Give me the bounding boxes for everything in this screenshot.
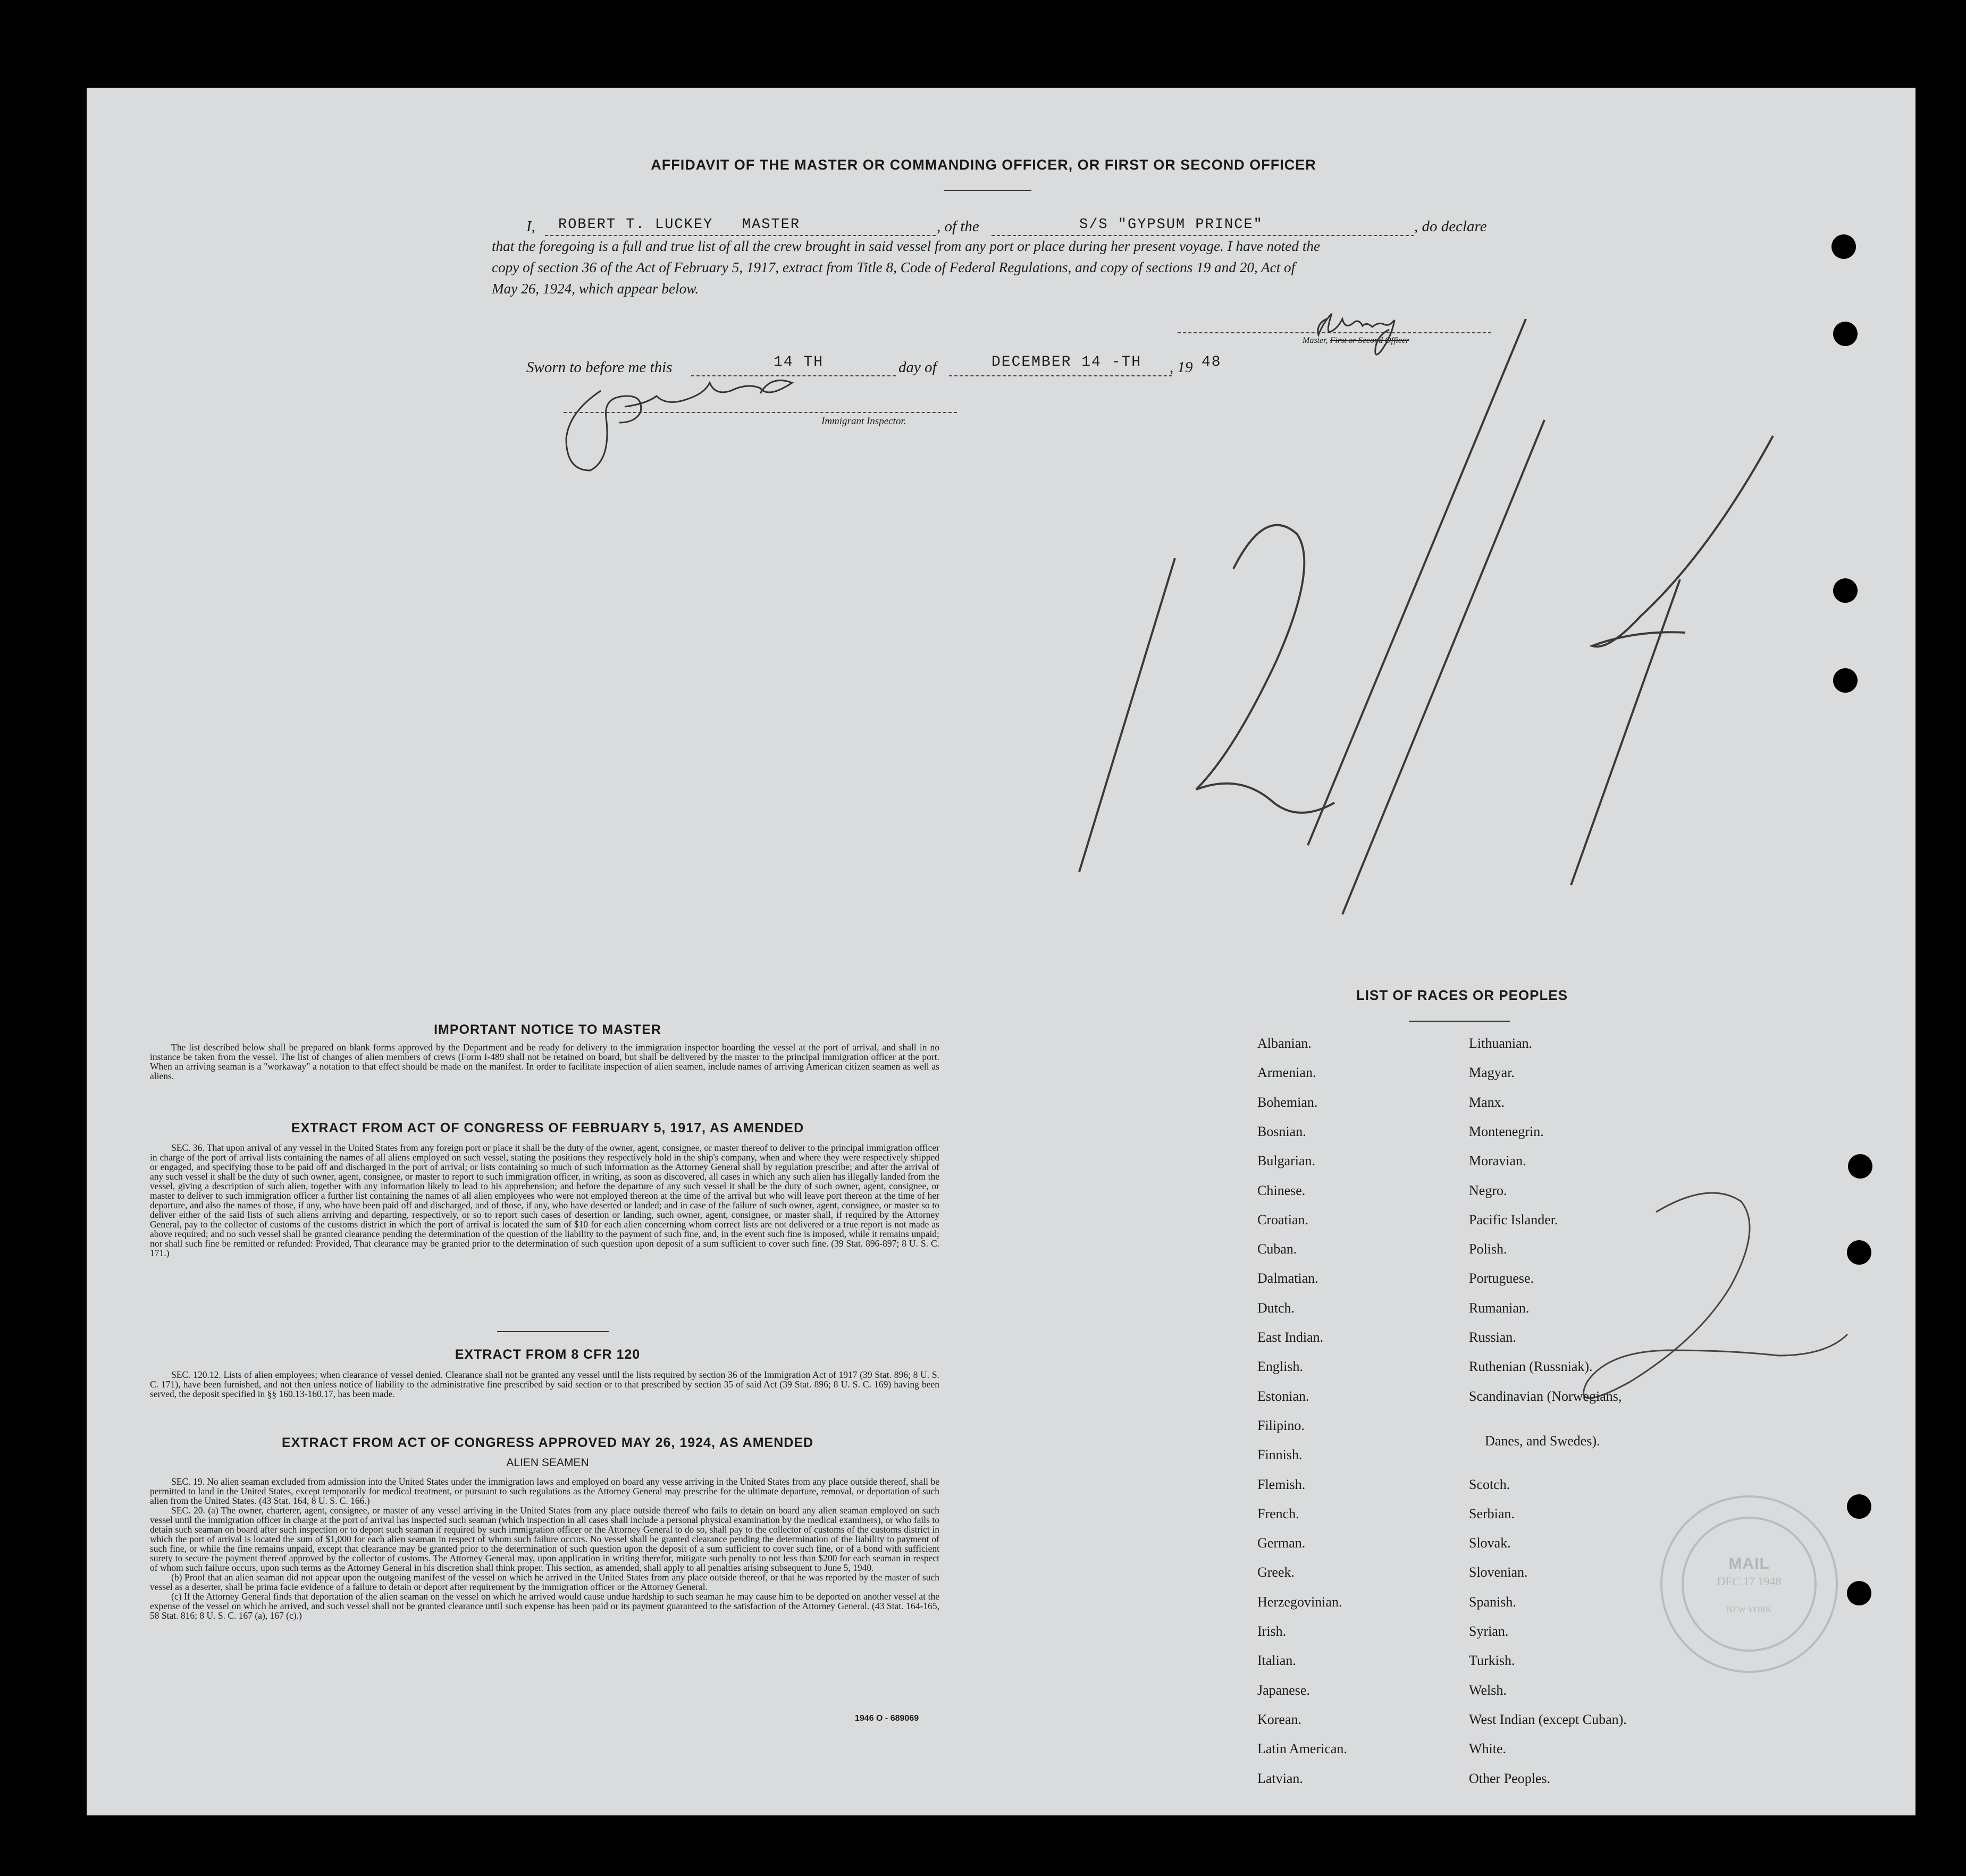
race-item: Scandinavian (Norwegians, (1469, 1388, 1622, 1404)
notice-title: IMPORTANT NOTICE TO MASTER (434, 1022, 661, 1037)
sworn-day: 14 TH (774, 354, 824, 371)
race-item: Slovak. (1469, 1535, 1511, 1551)
race-item: English. (1257, 1359, 1303, 1375)
notice-paragraph: The list described below shall be prepared on blank forms approved by the Department and be ready for delivery to the immigration inspector boarding the vessel at the port of arrival, and shall in no instance be taken from the vessel. The list of changes of alien members of crews (Form I-489 shall not be retained on board, but shall be delivered by the master to the principal immigration officer at the port. When an arriving seaman is a "workaway" a notation to that effect should be made on the manifest. In order to facilitate inspection of alien seamen, include names of arriving American citizen seamen as well as aliens. (150, 1042, 939, 1081)
race-item: French. (1257, 1505, 1299, 1521)
race-item: Italian. (1257, 1653, 1296, 1669)
small-pencil-number (1584, 1193, 1847, 1398)
master-caption-text: Master, (1303, 336, 1328, 345)
race-item: Russian. (1469, 1330, 1516, 1345)
extract-cfr-paragraph: SEC. 120.12. Lists of alien employees; when clearance of vessel denied. Clearance shall not be granted any vessel until the lists required by section 36 of the Immigration Act of 1917 (39 Stat. 896; 8 U. S. C. 171), have been furnished, and not then unless notice of liability to the administrative fine prescribed by said section or to that prescribed by section 35 of said Act (39 Stat. 896; 8 U. S. C. 169) having been served, the deposit specified in §§ 160.13-160.17, has been made. (150, 1369, 939, 1399)
extract-1917-title: EXTRACT FROM ACT OF CONGRESS OF FEBRUARY 5, 1917, AS AMENDED (291, 1121, 804, 1135)
race-item: Bulgarian. (1257, 1153, 1316, 1169)
race-item: Rumanian. (1469, 1300, 1530, 1316)
race-item: Irish. (1257, 1623, 1287, 1639)
inspector-caption: Immigrant Inspector. (821, 416, 906, 427)
sworn-label: Sworn to before me this (526, 359, 673, 376)
extract-1917-paragraph: SEC. 36. That upon arrival of any vessel in the United States from any foreign port or place it shall be the duty of the owner, agent, consignee, or master thereof to deliver to the principal immigration officer in charge of the port of arrival lists containing the names of all aliens employed on such vessel, stating the positions they respectively hold in the ship's company, when and where they were respectively shipped or engaged, and specifying those to be paid off and discharged in the port of arrival; or lists containing so much of such information as the Attorney General shall by regulation prescribe; and after the arrival of any such vessel it shall be the duty of such owner, agent, consignee, or master to report to such immigration officer, in writing, as soon as discovered, all cases in which any such alien has illegally landed from the vessel, giving a description of such alien, together with any information likely to lead to his apprehension; and before the departure of any such vessel it shall be the duty of such owner, agent, consignee, or master to deliver to such immigration officer a further list containing the names of all alien employees who were not employed thereon at the time of the arrival but who will leave port thereon at the time of her departure, and also the names of those, if any, who have been paid off and discharged, and of those, if any, who have deserted or landed; and in case of the failure of such owner, agent, consignee, or master so to deliver either of the said lists of such aliens arriving and departing, respectively, or so to report such cases of desertion or landing, such owner, agent, consignee, or master shall, if required by the Attorney General, pay to the collector of customs of the customs district in which the port of arrival is located the sum of $10 for each alien concerning whom correct lists are not delivered or a true report is not made as above required; and no such vessel shall be granted clearance pending the determination of the question of the liability to the payment of such fine, and, in the event such fine is imposed, while it remains unpaid; nor shall such fine be remitted or refunded: Provided, That clearance may be granted prior to the determination of such question upon deposit of a sum sufficient to cover such fine. (39 Stat. 896-897; 8 U. S. C. 171.) (150, 1142, 939, 1258)
extract-cfr-text (150, 1370, 939, 1399)
race-item: German. (1257, 1535, 1306, 1551)
master-name: ROBERT T. LUCKEY MASTER (558, 217, 801, 233)
race-item: East Indian. (1257, 1330, 1324, 1345)
sec-20a-paragraph: SEC. 20. (a) The owner, charterer, agent, consignee, or master of any vessel arriving in the United States from any place outside thereof who fails to detain on board any alien seaman employed on such vessel until the immigration officer in charge at the port of arrival has inspected such seaman (which inspection in all cases shall include a personal physical examination by the medical examiners), or who fails to detain such seaman on board after such inspection or to deport such seaman if required by such immigration officer or the Attorney General to do so, shall pay to the collector of customs of the customs district in which the port of arrival is located the sum of $1,000 for each alien seaman in respect of whom such failure occurs. No vessel shall be granted clearance pending the determination of the liability to payment of such fine, or while the fine remains unpaid, except that clearance may be granted prior to the determination of such question upon the deposit of a sum sufficient to cover such fine, or of a bond with sufficient surety to secure the payment thereof approved by the collector of customs. The Attorney General may, upon application in writing therefor, mitigate such penalty to not less than $200 for each seaman in respect of whom such failure occurs, upon such terms as the Attorney General in his discretion shall think proper. This section, as amended, shall apply to all penalties arising subsequent to June 5, 1940. (150, 1505, 939, 1573)
affidavit-line-2: that the foregoing is a full and true list of all the crew brought in said vessel from any port or place during her present voyage. I have noted the (492, 238, 1321, 254)
race-item: Estonian. (1257, 1388, 1309, 1404)
race-item: Albanian. (1257, 1036, 1312, 1051)
race-item: Syrian. (1469, 1623, 1509, 1639)
race-item: Polish. (1469, 1241, 1507, 1257)
race-item: Scotch. (1469, 1476, 1510, 1492)
race-item: Other Peoples. (1469, 1770, 1551, 1786)
sworn-year: 48 (1202, 354, 1222, 371)
stamp-line-1: MAIL (1728, 1555, 1770, 1572)
race-item: Spanish. (1469, 1594, 1516, 1610)
race-item: Croatian. (1257, 1212, 1309, 1227)
stamp-line-2: DEC 17 1948 (1717, 1575, 1782, 1588)
race-item: Finnish. (1257, 1447, 1303, 1463)
race-item: Armenian. (1257, 1065, 1316, 1081)
affidavit-title: AFFIDAVIT OF THE MASTER OR COMMANDING OFFICER, OR FIRST OR SECOND OFFICER (651, 157, 1316, 173)
big-pencil-number (1079, 319, 1773, 914)
race-item: Herzegovinian. (1257, 1594, 1342, 1610)
race-item: Lithuanian. (1469, 1036, 1533, 1051)
race-item: Japanese. (1257, 1682, 1310, 1698)
race-item: Cuban. (1257, 1241, 1297, 1257)
race-item: Chinese. (1257, 1182, 1306, 1198)
do-declare-label: , do declare (1414, 218, 1487, 235)
race-item: Ruthenian (Russniak). (1469, 1359, 1593, 1375)
race-item: Negro. (1469, 1182, 1507, 1198)
race-item: Dutch. (1257, 1300, 1295, 1316)
races-title: LIST OF RACES OR PEOPLES (1356, 987, 1568, 1003)
extract-1924-title: EXTRACT FROM ACT OF CONGRESS APPROVED MAY 26, 1924, AS AMENDED (281, 1435, 814, 1450)
race-item: Manx. (1469, 1094, 1505, 1110)
race-item: Bohemian. (1257, 1094, 1318, 1110)
stamp-line-3: NEW YORK (1726, 1605, 1772, 1614)
year-prefix: , 19 (1170, 359, 1193, 376)
notice-text (150, 1042, 939, 1081)
race-item: Greek. (1257, 1564, 1295, 1580)
sec-20b-paragraph: (b) Proof that an alien seaman did not appear upon the outgoing manifest of the vessel on which he arrived in the United States from any place outside thereof, or that he was reported by the master of such vessel as a deserter, shall be prima facie evidence of a failure to detain or deport after requirement by the immigration officer or the Attorney General. (150, 1572, 939, 1592)
extract-1924-text (150, 1477, 939, 1620)
race-item: Filipino. (1257, 1417, 1305, 1433)
sworn-month: DECEMBER 14 -TH (992, 354, 1142, 371)
extract-1924-subtitle: ALIEN SEAMEN (506, 1457, 589, 1469)
race-item: Flemish. (1257, 1476, 1306, 1492)
race-item: White. (1469, 1741, 1507, 1757)
day-of-label: day of (898, 359, 937, 376)
affidavit-line-4: May 26, 1924, which appear below. (492, 281, 699, 297)
race-item: Welsh. (1469, 1682, 1507, 1698)
races-rule (1409, 1021, 1510, 1022)
affidavit-line-3: copy of section 36 of the Act of February 5, 1917, extract from Title 8, Code of Federal Regulations, and copy of sections 19 and 20, Act of (492, 259, 1296, 275)
race-item: Turkish. (1469, 1653, 1515, 1669)
race-item: Magyar. (1469, 1065, 1515, 1081)
race-item: West Indian (except Cuban). (1469, 1711, 1627, 1727)
race-item: Dalmatian. (1257, 1271, 1318, 1286)
extract-1917-text (150, 1143, 939, 1258)
of-the-label: , of the (937, 218, 979, 235)
race-item: Moravian. (1469, 1153, 1526, 1169)
struck-caption: First or Second Officer (1330, 336, 1409, 345)
master-signature (1318, 314, 1394, 355)
race-item: Danes, and Swedes). (1485, 1433, 1600, 1449)
race-item: Portuguese. (1469, 1271, 1534, 1286)
vessel-name: S/S "GYPSUM PRINCE" (1079, 217, 1263, 233)
race-item: Bosnian. (1257, 1123, 1306, 1139)
print-footer: 1946 O - 689069 (855, 1714, 919, 1723)
race-item: Pacific Islander. (1469, 1212, 1558, 1227)
affidavit-i: I, (526, 218, 535, 235)
inspector-signature (566, 381, 792, 471)
race-item: Slovenian. (1469, 1564, 1528, 1580)
race-item: Montenegrin. (1469, 1123, 1544, 1139)
race-item: Korean. (1257, 1711, 1302, 1727)
sec-20c-paragraph: (c) If the Attorney General finds that deportation of the alien seaman on the vessel on which he arrived would cause undue hardship to such seaman he may cause him to be deported on another vessel at the expense of the vessel on which he arrived, and such vessel shall not be granted clearance until such expense has been paid or its payment guaranteed to the satisfaction of the Attorney General. (43 Stat. 164-165, 58 Stat. 816; 8 U. S. C. 167 (a), 167 (c).) (150, 1591, 939, 1621)
sec-19-paragraph: SEC. 19. No alien seaman excluded from admission into the United States under the immigration laws and employed on board any vesse arriving in the United States from any place outside thereof, shall be permitted to land in the United States, except temporarily for medical treatment, or pursuant to such regulations as the Attorney General may prescribe for the ultimate departure, removal, or deportation of such alien from the United States. (43 Stat. 164, 8 U. S. C. 166.) (150, 1476, 939, 1506)
race-item: Latvian. (1257, 1770, 1303, 1786)
section-rule (497, 1331, 609, 1332)
race-item: Serbian. (1469, 1505, 1515, 1521)
extract-cfr-title: EXTRACT FROM 8 CFR 120 (455, 1347, 641, 1362)
race-item: Latin American. (1257, 1741, 1347, 1757)
